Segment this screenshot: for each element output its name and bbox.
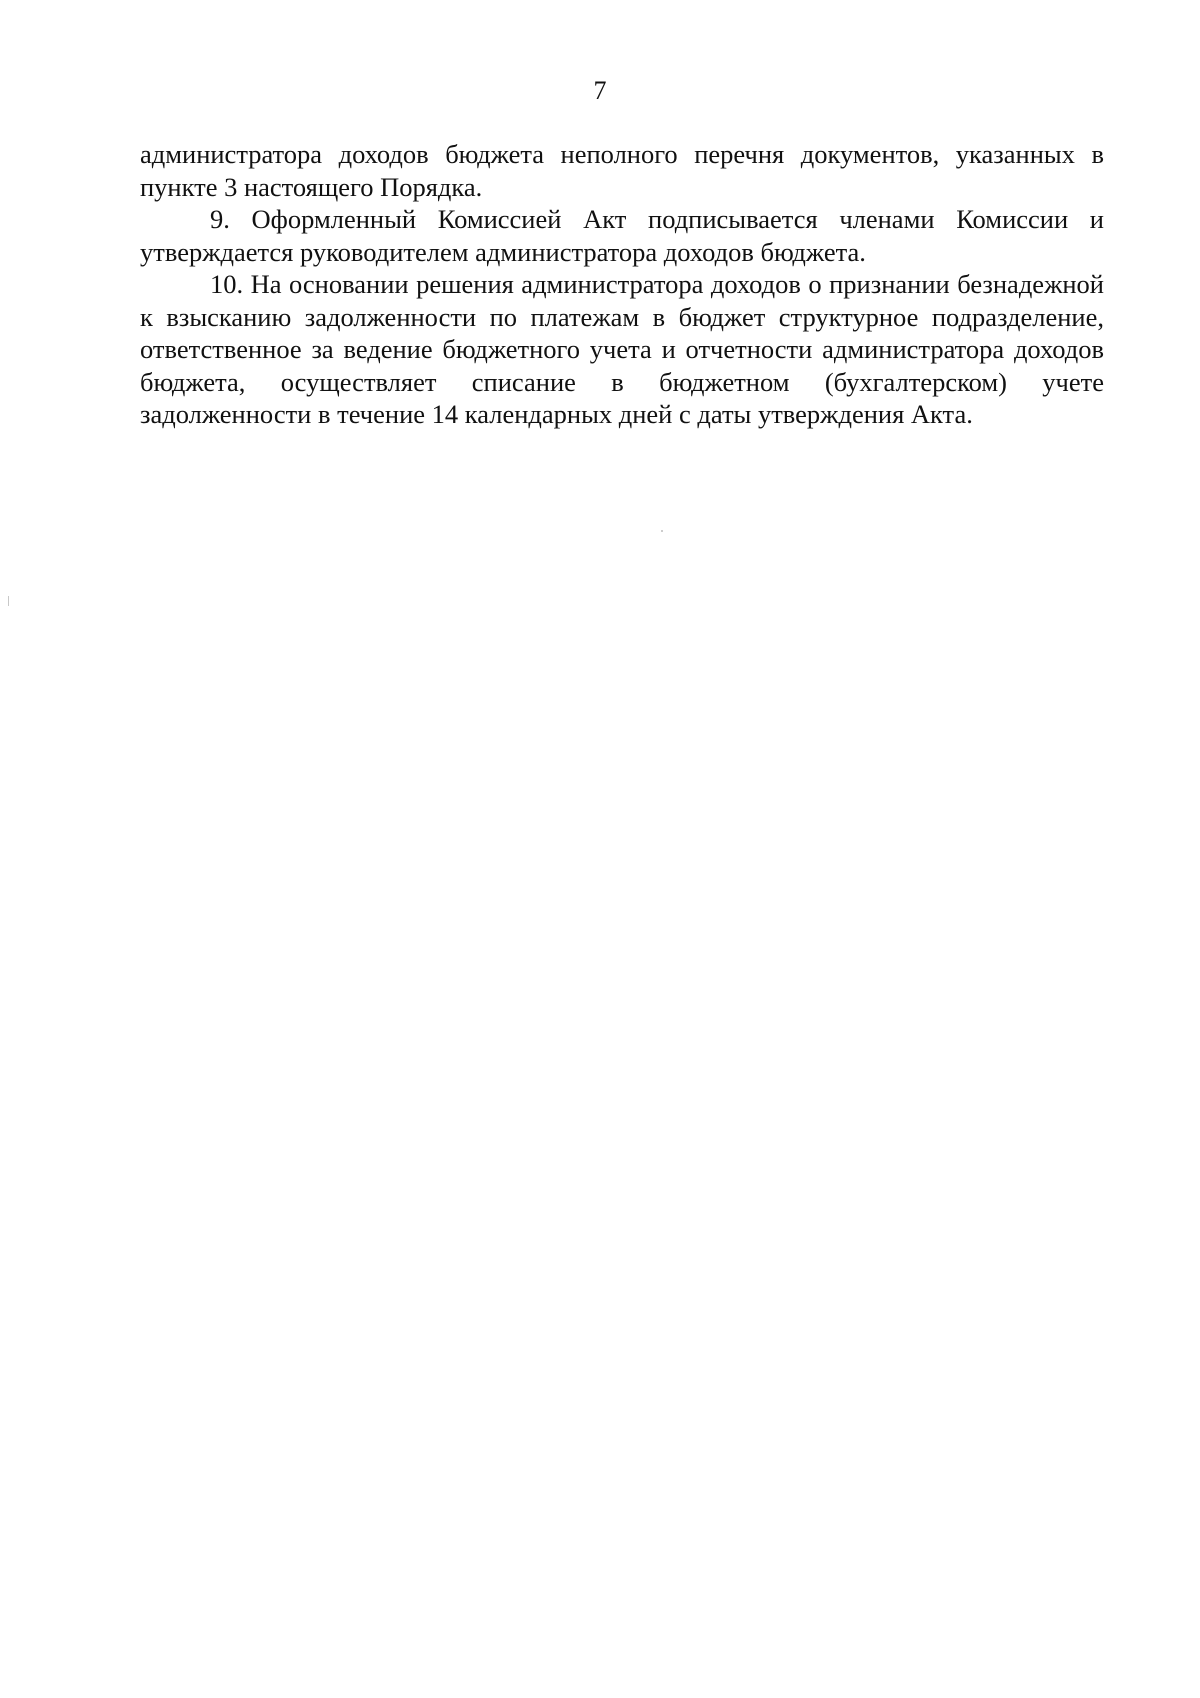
paragraph-item-10: 10. На основании решения администратора доходов о признании безнадежной к взысканию задолженности по платежам в бюджет структурное подразделение, ответственное за ведение бюджетного учета и отчетности администратора доходов бюджета, осуществляет списание в бюджетном (бухгалтерском) учете задолженности в течение 14 календарных дней с даты утверждения Акта. (140, 269, 1104, 429)
paragraph-item-9: 9. Оформленный Комиссией Акт подписывается членами Комиссии и утверждается руководителем администратора доходов бюджета. (140, 204, 1104, 267)
scan-artifact (661, 530, 663, 532)
page-number: 7 (593, 76, 607, 105)
scan-edge-artifact (8, 596, 9, 606)
paragraph-continuation: администратора доходов бюджета неполного перечня документов, указанных в пункте 3 настоящего Порядка. (140, 139, 1104, 202)
document-body (140, 138, 1104, 431)
